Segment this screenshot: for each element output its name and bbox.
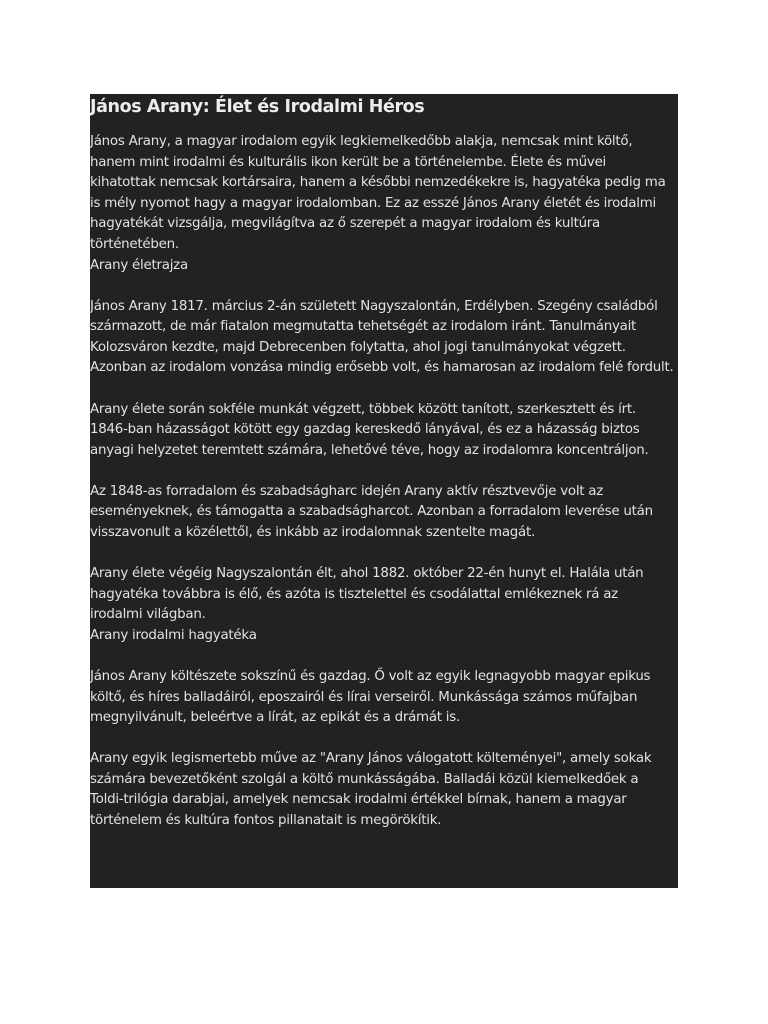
document-content — [90, 94, 678, 832]
paragraph-birth: János Arany 1817. március 2-án született Nagyszalontán, Erdélyben. Szegény családból származott, de már fiatalon megmutatta tehetségét az irodalom iránt. Tanulmányait Kolozsváron kezdte, majd Debrecenben folytatta, ahol jogi tanulmányokat végzett. Azonban az irodalom vonzása mindig erősebb volt, és hamarosan az irodalom felé fordult. — [90, 298, 674, 376]
paragraph-poetry: János Arany költészete sokszínű és gazdag. Ő volt az egyik legnagyobb magyar epikus költő, és híres balladáiról, eposzairól és lírai verseiről. Munkássága számos műfajban megnyilvánult, beleértve a lírát, az epikát és a drámát is. — [90, 668, 651, 726]
paragraph-works: Arany egyik legismertebb műve az "Arany János válogatott költeményei", amely sokak számára bevezetőként szolgál a költő munkásságába. Balladái közül kiemelkedőek a Toldi-trilógia darabjai, amelyek nemcsak irodalmi értékkel bírnak, hanem a magyar történelem és kultúra fontos pillanatait is megörökítik. — [90, 751, 652, 829]
section-heading-biography: Arany életrajza — [90, 257, 188, 273]
intro-paragraph: János Arany, a magyar irodalom egyik legkiemelkedőbb alakja, nemcsak mint költő, hanem mint irodalmi és kulturális ikon került be a történelembe. Élete és művei kihatottak nemcsak kortársaira, hanem a későbbi nemzedékekre is, hagyatéka pedig ma is mély nyomot hagy a magyar irodalomban. Ez az esszé János Arany életét és irodalmi hagyatékát vizsgálja, megvilágítva az ő szerepét a magyar irodalom és kultúra történetében. — [90, 134, 666, 252]
document-title: János Arany: Élet és Irodalmi Héros — [90, 97, 425, 117]
paragraph-revolution: Az 1848-as forradalom és szabadságharc idején Arany aktív résztvevője volt az eseményeknek, és támogatta a szabadságharcot. Azonban a forradalom leverése után visszavonult a közélettől, és inkább az irodalomnak szentelte magát. — [90, 483, 653, 540]
paragraph-death: Arany élete végéig Nagyszalontán élt, ahol 1882. október 22-én hunyt el. Halála után hagyatéka továbbra is élő, és azóta is tisztelettel és csodálattal emlékeznek rá az irodalmi világban. — [90, 566, 644, 623]
paragraph-career: Arany élete során sokféle munkát végzett, többek között tanított, szerkesztett és írt. 1846-ban házasságot kötött egy gazdag kereskedő lányával, és ez a házasság biztos anyagi helyzetet teremtett számára, lehetővé téve, hogy az irodalomra koncentráljon. — [90, 401, 649, 458]
document-page — [90, 94, 678, 888]
section-heading-legacy: Arany irodalmi hagyatéka — [90, 627, 257, 643]
